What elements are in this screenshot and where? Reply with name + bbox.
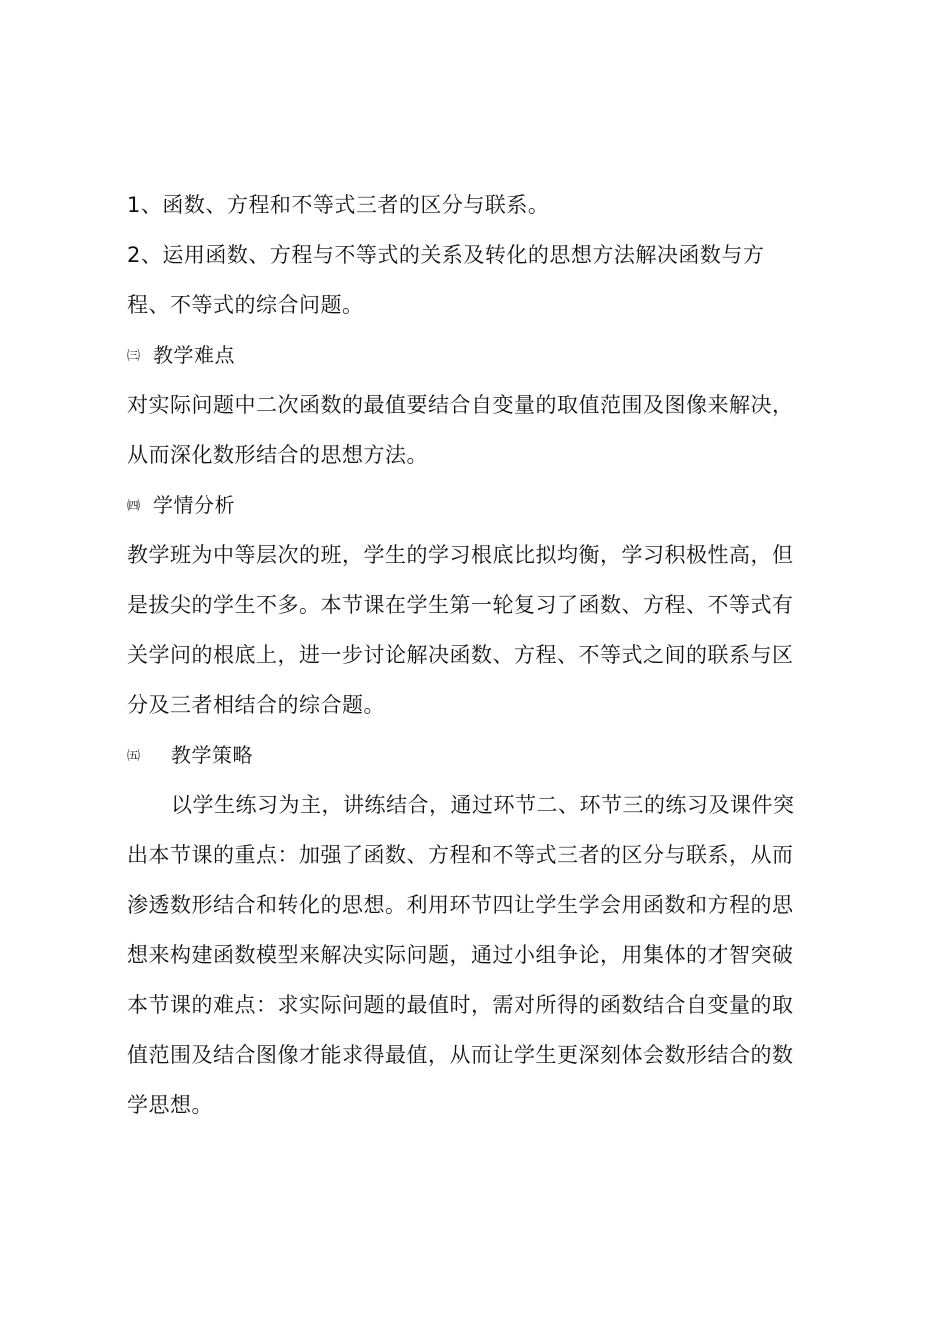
section-title-student-analysis: 学情分析 xyxy=(153,493,235,517)
difficulty-line-2: 从而深化数形结合的思想方法。 xyxy=(127,443,428,467)
document-body xyxy=(127,180,835,1130)
focus-point-2-line-1: 2、运用函数、方程与不等式的关系及转化的思想方法解决函数与方 xyxy=(127,243,765,267)
section-heading-student-analysis xyxy=(127,480,835,530)
student-analysis-line-1: 教学班为中等层次的班，学生的学习根底比拟均衡，学习积极性高，但 xyxy=(127,543,794,567)
section-title-strategy: 教学策略 xyxy=(171,743,253,767)
student-analysis-line-4: 分及三者相结合的综合题。 xyxy=(127,693,385,717)
focus-point-2-line-2: 程、不等式的综合问题。 xyxy=(127,293,364,317)
strategy-line-7: 学思想。 xyxy=(127,1093,213,1117)
strategy-line-6: 值范围及结合图像才能求得最值，从而让学生更深刻体会数形结合的数 xyxy=(127,1043,794,1067)
section-heading-strategy xyxy=(127,730,835,780)
section-marker-3: ㈢ xyxy=(127,349,141,364)
strategy-line-4: 想来构建函数模型来解决实际问题，通过小组争论，用集体的才智突破 xyxy=(127,943,794,967)
section-heading-difficulty xyxy=(127,330,835,380)
section-marker-5: ㈤ xyxy=(127,749,141,764)
strategy-line-2: 出本节课的重点：加强了函数、方程和不等式三者的区分与联系，从而 xyxy=(127,843,794,867)
strategy-line-1: 以学生练习为主，讲练结合，通过环节二、环节三的练习及课件突 xyxy=(171,793,795,817)
section-marker-4: ㈣ xyxy=(127,499,141,514)
focus-point-1: 1、函数、方程和不等式三者的区分与联系。 xyxy=(127,193,550,217)
strategy-line-5: 本节课的难点：求实际问题的最值时，需对所得的函数结合自变量的取 xyxy=(127,993,794,1017)
difficulty-line-1: 对实际问题中二次函数的最值要结合自变量的取值范围及图像来解决， xyxy=(127,393,794,417)
strategy-line-3: 渗透数形结合和转化的思想。利用环节四让学生学会用函数和方程的思 xyxy=(127,893,794,917)
student-analysis-line-3: 关学问的根底上，进一步讨论解决函数、方程、不等式之间的联系与区 xyxy=(127,643,794,667)
student-analysis-line-2: 是拔尖的学生不多。本节课在学生第一轮复习了函数、方程、不等式有 xyxy=(127,593,794,617)
section-title-difficulty: 教学难点 xyxy=(153,343,235,367)
